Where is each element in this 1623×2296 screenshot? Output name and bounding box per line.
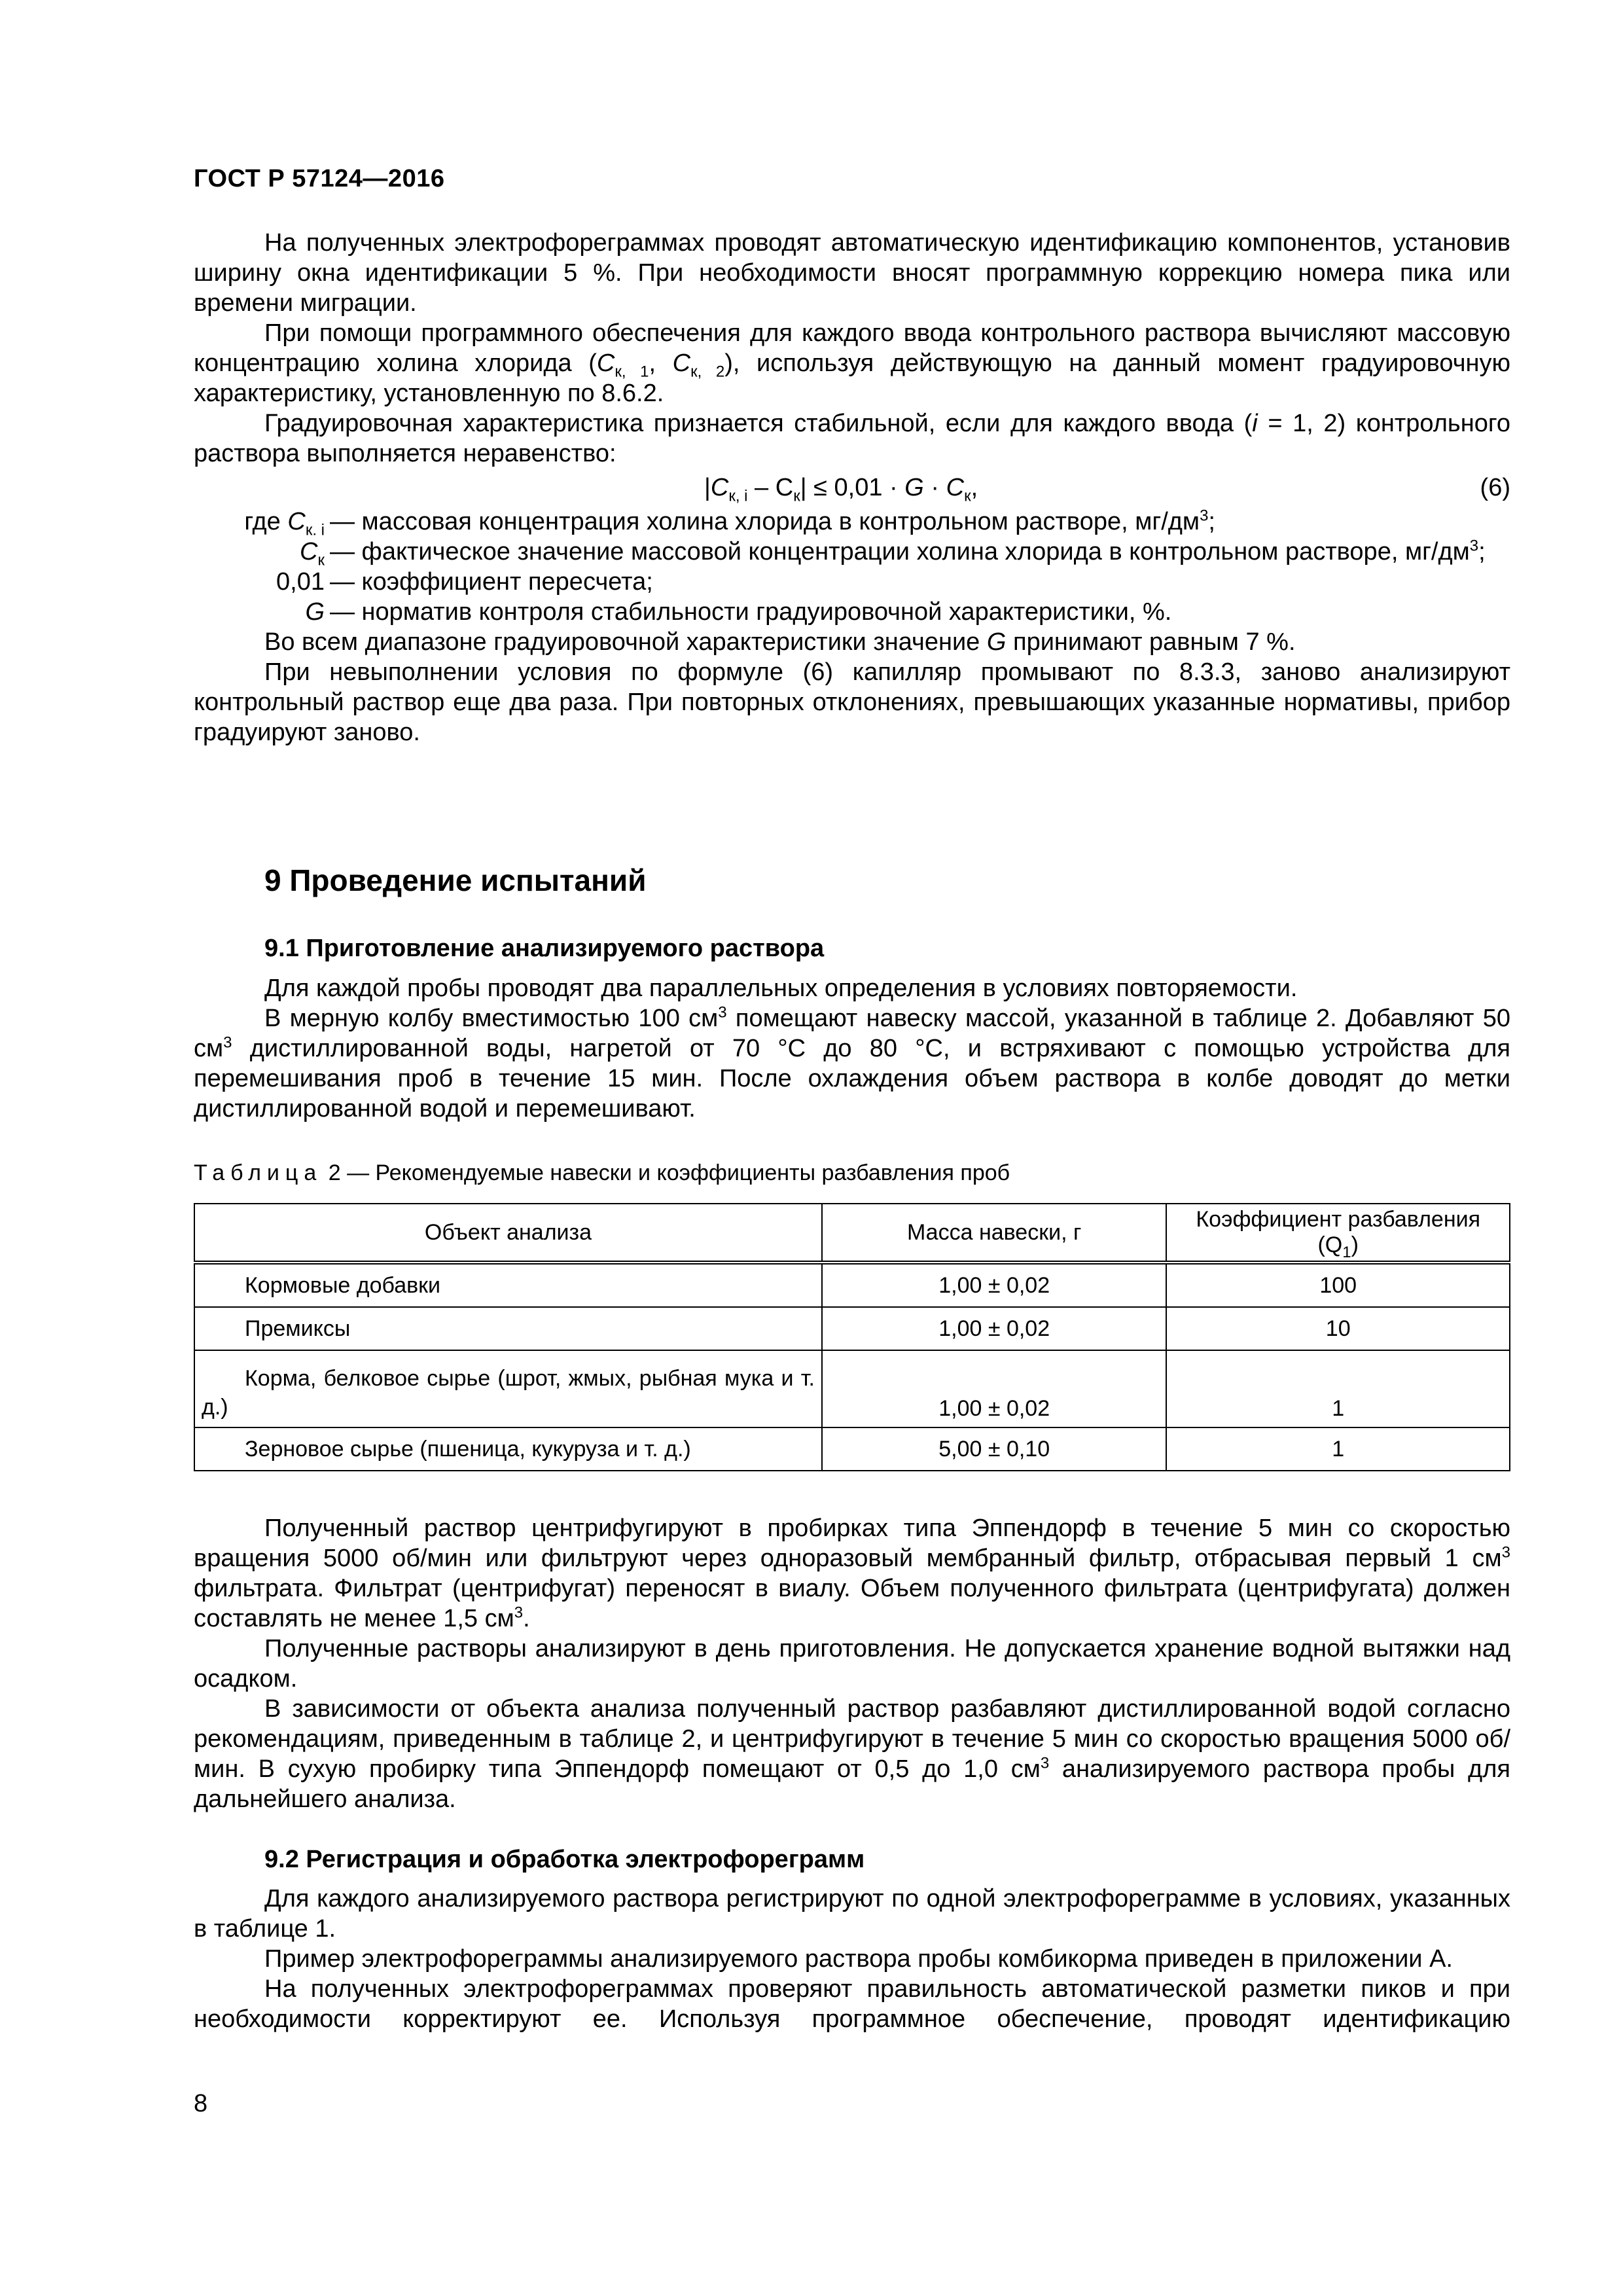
paragraph: Градуировочная характеристика признается стабильной, если для каждого ввода (i = 1, 2) контрольного раствора выполняется неравенство: <box>194 410 1510 467</box>
where-item: 0,01 — коэффициент пересчета; <box>276 568 653 596</box>
table-row: Зерновое сырье (пшеница, кукуруза и т. д.) 5,00 ± 0,10 1 <box>194 1427 1510 1471</box>
section-9-1-body <box>194 973 1510 1124</box>
column-header: Объект анализа <box>194 1204 822 1263</box>
subsection-heading-9-1: 9.1 Приготовление анализируемого раствора <box>264 935 825 962</box>
paragraph: В зависимости от объекта анализа полученный раствор разбавляют дистиллированной водой согласно рекомендациям, приведенным в таблице 2, и центрифугируют в течение 5 мин со скоростью вращения 5000 об/мин. В сухую пробирку типа Эппендорф помещают от 0,5 до 1,0 $см^3$ анализируемого раствора пробы для дальнейшего анализа. <box>194 1695 1510 1813</box>
formula-number: (6) <box>1480 474 1510 501</box>
paragraph: В мерную колбу вместимостью 100 $см^3$ помещают навеску массой, указанной в таблице 2. Добавляют 50 $см^3$ дистиллированной воды, нагретой от 70 °С до 80 °С, и встряхивают с помощью устройства для перемешивания проб в течение 15 мин. После охлаждения объем раствора в колбе доводят до метки дистиллированной водой и перемешивают. <box>194 1003 1510 1122</box>
intro-block <box>194 228 1510 747</box>
where-item: $C_к$ — фактическое значение массовой концентрации холина хлорида в контрольном растворе, $мг/дм^3$; <box>300 537 1486 569</box>
paragraph: На полученных электрофореграммах проводят автоматическую идентификацию компонентов, установив ширину окна идентификации 5 %. При необходимости вносят программную коррекцию номера пика или времени миграции. <box>194 229 1510 317</box>
paragraph: Для каждой пробы проводят два параллельных определения в условиях повторяемости. <box>264 975 1298 1002</box>
paragraph: Полученные растворы анализируют в день приготовления. Не допускается хранение водной вытяжки над осадком. <box>194 1635 1510 1693</box>
formula-expression: $|C_{к, i} - C_к| \le 0,01 \cdot G \cdot C_к$, <box>704 474 978 505</box>
paragraph: Для каждого анализируемого раствора регистрируют по одной электрофореграмме в условиях, указанных в таблице 1. <box>194 1885 1510 1943</box>
table-2 <box>194 1203 1510 1471</box>
document-code: ГОСТ Р 57124—2016 <box>194 165 445 192</box>
paragraph: При помощи программного обеспечения для каждого ввода контрольного раствора вычисляют массовую концентрацию холина хлорида ($C_{к, 1}$, $C_{к, 2}$), используя действующую на данный момент градуировочную характеристику, установленную по 8.6.2. <box>194 319 1510 407</box>
table-row: Кормовые добавки 1,00 ± 0,02 100 <box>194 1263 1510 1307</box>
table-header-row <box>194 1204 1510 1263</box>
section-9-2-body <box>194 1884 1510 2034</box>
where-list <box>194 507 1510 627</box>
where-item: G — норматив контроля стабильности градуировочной характеристики, %. <box>305 598 1172 626</box>
section-heading-9: 9 Проведение испытаний <box>264 863 647 897</box>
table-row: Корма, белковое сырье (шрот, жмых, рыбная мука и т. д.) 1,00 ± 0,02 1 <box>194 1350 1510 1427</box>
column-header: Масса навески, г <box>822 1204 1166 1263</box>
after-table-block <box>194 1513 1510 1814</box>
paragraph: На полученных электрофореграммах проверяют правильность автоматической разметки пиков и при необходимости корректируют ее. Используя программное обеспечение, проводят идентификацию <box>194 1975 1510 2033</box>
column-header: Коэффициент разбавления $(Q_1)$ <box>1166 1204 1510 1263</box>
table-row: Премиксы 1,00 ± 0,02 10 <box>194 1307 1510 1350</box>
table-caption: Таблица 2 — Рекомендуемые навески и коэффициенты разбавления проб <box>194 1160 1010 1185</box>
page-number: 8 <box>194 2090 208 2117</box>
paragraph: Во всем диапазоне градуировочной характеристики значение G принимают равным 7 %. <box>264 628 1296 656</box>
paragraph: Полученный раствор центрифугируют в пробирках типа Эппендорф в течение 5 мин со скоростью вращения 5000 об/мин или фильтруют через одноразовый мембранный фильтр, отбрасывая первый 1 $см^3$ фильтрата. Фильтрат (центрифугат) переносят в виалу. Объем полученного фильтрата (центрифугата) должен составлять не менее 1,5 $см^3$. <box>194 1515 1510 1632</box>
paragraph: При невыполнении условия по формуле (6) капилляр промывают по 8.3.3, заново анализируют контрольный раствор еще два раза. При повторных отклонениях, превышающих указанные нормативы, прибор градуируют заново. <box>194 658 1510 746</box>
formula-6 <box>194 469 1510 507</box>
subsection-heading-9-2: 9.2 Регистрация и обработка электрофореграмм <box>264 1846 865 1873</box>
paragraph: Пример электрофореграммы анализируемого раствора пробы комбикорма приведен в приложении А. <box>264 1945 1453 1973</box>
where-item: где $C_{к. i}$ — массовая концентрация холина хлорида в контрольном растворе, $мг/дм^3$; <box>244 507 1215 539</box>
